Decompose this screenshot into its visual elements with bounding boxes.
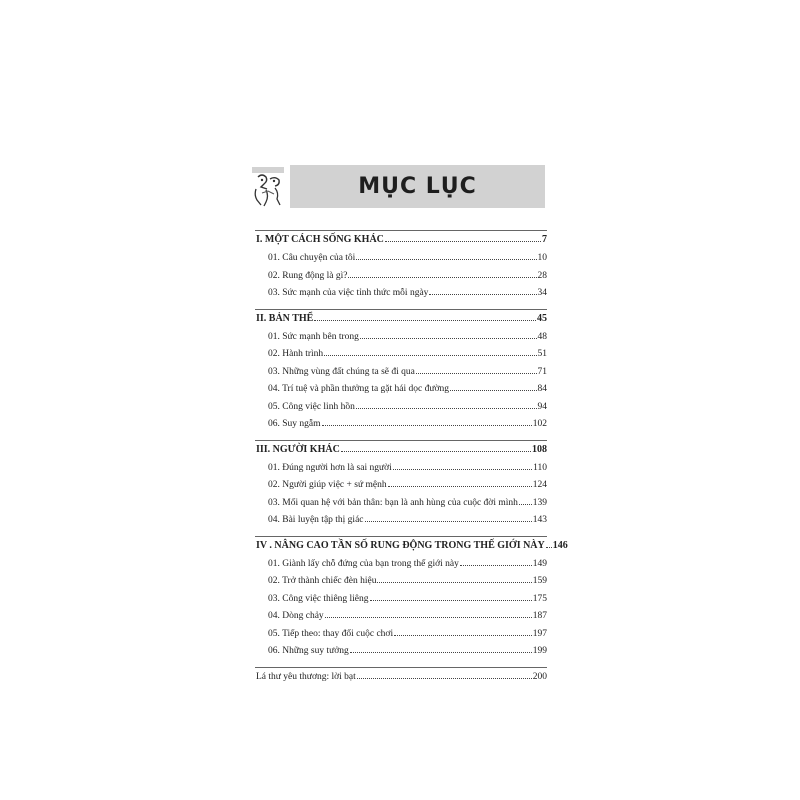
toc-item[interactable] [255, 479, 547, 497]
page-number: 124 [532, 480, 547, 490]
toc-item[interactable] [255, 462, 547, 480]
item-label: 04. Dòng chảy [268, 611, 324, 621]
item-label: 06. Những suy tưởng [268, 646, 349, 656]
dot-leader [388, 479, 532, 487]
page-number: 200 [532, 671, 547, 682]
page-number: 45 [537, 312, 547, 324]
item-label: 02. Người giúp việc + sứ mệnh [268, 480, 387, 490]
toc-item[interactable] [255, 610, 547, 628]
table-of-contents [255, 230, 568, 688]
page-number: 197 [532, 628, 547, 639]
item-label: 01. Giành lấy chỗ đứng của bạn trong thế giới này [268, 558, 459, 569]
page-number: 146 [552, 539, 568, 551]
divider [255, 667, 547, 668]
item-label: 03. Sức mạnh của việc tỉnh thức mỗi ngày [268, 288, 429, 298]
section-title: IV . NÂNG CAO TẦN SỐ RUNG ĐỘNG TRONG THẾ GIỚI NÀY [256, 539, 545, 551]
toc-item[interactable] [255, 348, 547, 366]
item-label: 06. Suy ngẫm [268, 419, 321, 429]
dot-leader [360, 331, 537, 339]
toc-item[interactable] [255, 383, 547, 401]
dot-leader [460, 558, 532, 566]
dot-leader [356, 401, 537, 409]
page-number: 102 [532, 419, 547, 429]
divider [255, 440, 547, 441]
sketch-figures-icon [246, 161, 290, 211]
toc-item[interactable] [255, 593, 547, 611]
page-number: 149 [532, 558, 547, 569]
page-number: 34 [537, 288, 547, 298]
page-number: 28 [537, 270, 547, 281]
page-number: 108 [532, 443, 547, 455]
dot-leader [314, 313, 536, 321]
item-label: 05. Công việc linh hồn [268, 401, 355, 412]
toc-item[interactable] [255, 366, 547, 384]
item-label: 03. Công việc thiêng liêng [268, 593, 369, 604]
page-number: 199 [532, 646, 547, 656]
page-number: 51 [537, 349, 547, 359]
page-number: 139 [532, 497, 547, 508]
item-label: 05. Tiếp theo: thay đổi cuộc chơi [268, 628, 394, 639]
dot-leader [350, 645, 532, 653]
page-number: 84 [537, 384, 547, 394]
dot-leader [357, 671, 532, 679]
toc-item[interactable] [255, 287, 547, 305]
dot-leader [393, 462, 532, 470]
toc-section[interactable] [255, 539, 568, 555]
dot-leader [325, 610, 532, 618]
toc-item[interactable] [255, 418, 547, 436]
toc-item[interactable] [255, 497, 547, 515]
dot-leader [416, 366, 537, 374]
toc-item[interactable] [255, 628, 547, 646]
page-number: 48 [537, 331, 547, 342]
item-label: 04. Bài luyện tập thị giác [268, 515, 364, 525]
toc-section[interactable] [255, 313, 547, 328]
item-label: 01. Đúng người hơn là sai người [268, 462, 392, 473]
item-label: 04. Trí tuệ và phần thưởng ta gặt hái dọc đường [268, 384, 450, 394]
toc-item[interactable] [255, 252, 547, 270]
item-label: 03. Mối quan hệ với bản thân: bạn là anh hùng của cuộc đời mình [268, 497, 518, 508]
page-title: MỤC LỤC [358, 174, 477, 199]
page-number: 94 [537, 401, 547, 412]
dot-leader [365, 514, 532, 522]
dot-leader [450, 383, 536, 391]
page-number: 159 [532, 576, 547, 586]
divider [255, 536, 547, 537]
toc-item[interactable] [255, 270, 547, 288]
dot-leader [429, 287, 536, 295]
dot-leader [324, 348, 536, 356]
section-title: I. MỘT CÁCH SỐNG KHÁC [256, 234, 384, 245]
toc-section[interactable] [255, 234, 547, 249]
item-label: Lá thư yêu thương: lời bạt [256, 671, 356, 682]
dot-leader [519, 497, 532, 505]
dot-leader [370, 593, 532, 601]
toc-item[interactable] [255, 514, 547, 532]
dot-leader [394, 628, 532, 636]
section-title: III. NGƯỜI KHÁC [256, 443, 340, 455]
toc-item[interactable] [255, 401, 547, 419]
dot-leader [377, 575, 531, 583]
page-number: 187 [532, 611, 547, 621]
dot-leader [341, 444, 531, 452]
divider [255, 309, 547, 310]
page-number: 175 [532, 593, 547, 604]
item-label: 02. Rung động là gì? [268, 270, 348, 281]
page-number: 10 [537, 253, 547, 263]
item-label: 03. Những vùng đất chúng ta sẽ đi qua [268, 366, 415, 377]
page-number: 71 [537, 366, 547, 377]
page-number: 7 [542, 234, 547, 245]
toc-item[interactable] [255, 575, 547, 593]
dot-leader [322, 418, 532, 426]
item-label: 01. Câu chuyện của tôi [268, 253, 356, 263]
page-number: 110 [533, 462, 547, 473]
toc-section[interactable] [255, 444, 547, 459]
dot-leader [348, 270, 536, 278]
dot-leader [546, 540, 552, 548]
item-label: 02. Hành trình [268, 349, 324, 359]
divider [255, 230, 547, 231]
dot-leader [385, 234, 541, 242]
dot-leader [356, 252, 536, 260]
toc-item[interactable] [255, 558, 547, 576]
toc-closing-item[interactable] [255, 671, 547, 688]
section-title: II. BẢN THỂ [256, 312, 314, 324]
toc-item[interactable] [255, 331, 547, 349]
page-number: 143 [532, 515, 547, 525]
item-label: 02. Trở thành chiếc đèn hiệu [268, 576, 377, 586]
item-label: 01. Sức mạnh bên trong [268, 331, 359, 342]
toc-item[interactable] [255, 645, 547, 663]
